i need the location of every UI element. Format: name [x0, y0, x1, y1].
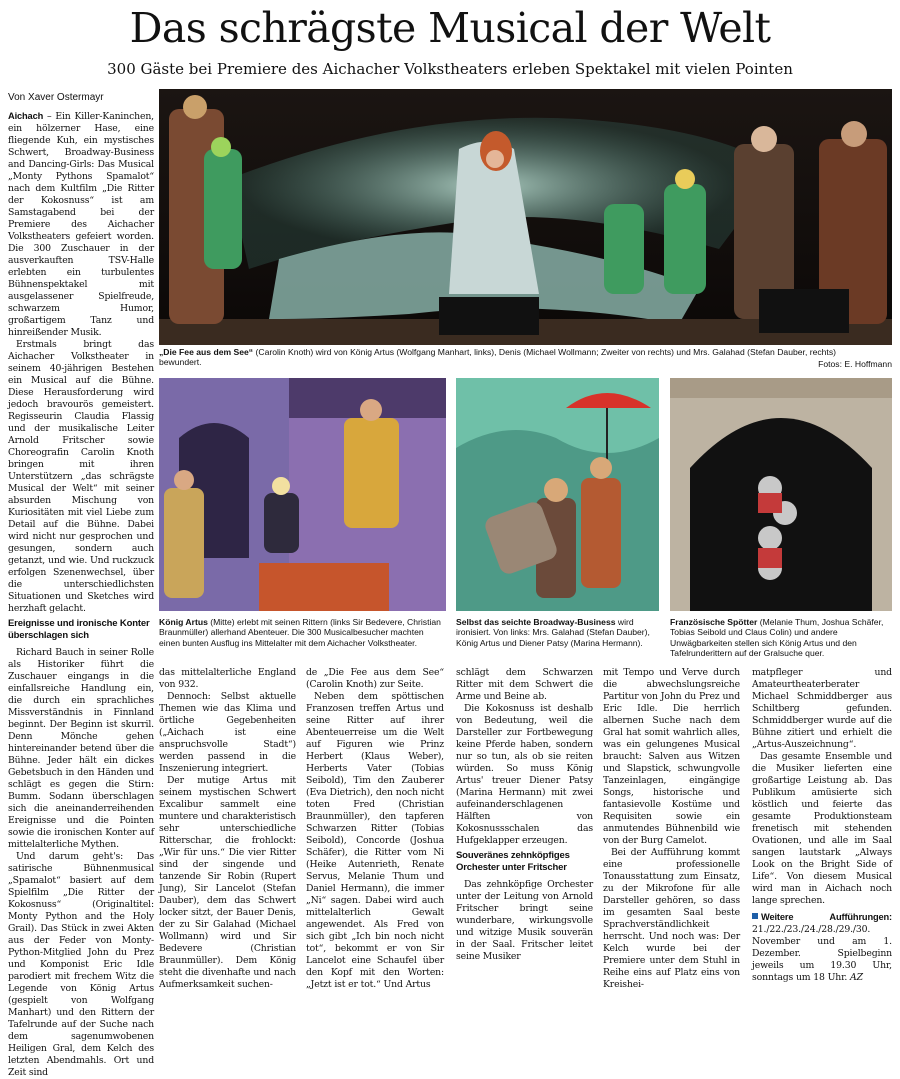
paragraph: matpfleger und Amateurtheaterberater Michael Schmiddberger aus Schiltberg gefunden. Schmiddberger wurde auf die Bühne zitiert und erhielt die „Artus-Auszeichnung“.	[752, 667, 892, 750]
paragraph: Der mutige Artus mit seinem mystischen Schwert Excalibur sammelt eine muntere und charakteristisch sehr unterschiedliche Ritterschar, die frohlockt: „Wir für uns.“ Die vier Ritter sind der singende und tanzende Sir Robin (Rupert Jung), Sir Lancelot (Stefan Dauber), dem das Schwert locker sitzt, der Bauer Denis, der zu Sir Galahad (Michael Wollmann) wird und Sir Bedevere (Christian Braunmüller). Dem König steht die divenhafte und nach Aufmerksamkeit suchen-	[159, 775, 296, 990]
paragraph: Bei der Aufführung kommt eine professionelle Tonausstattung zum Einsatz, zu der Mikrofone für alle Darsteller gehören, so dass im gesamten Saal beste Sprachverständlichkeit herrscht. Und noch was: Der Kelch wurde bei der Premiere unter dem Stuhl in Reihe eins auf Platz eins von Kreishei-	[603, 847, 740, 990]
caption-title: Französische Spötter	[670, 617, 758, 627]
paragraph: Neben dem spöttischen Franzosen treffen Artus und seine Ritter auf ihrer Abenteuerreise um die Welt auf Figuren wie Prinz Herbert (Klaus Weber), Herberts Vater (Tobias Seibold), Tim den Zauberer (Eva Dietrich), den noch nicht toten Fred (Christian Braunmüller), den tapferen Schwarzen Ritter (Tobias Seibold), Concorde (Joshua Schäfer), die Ritter vom Ni (Heike Autenrieth, Renate Servus, Melanie Thum und Daniel Hermann), die immer „Ni“ sagen. Dabei wird auch mittelalterlich Gewalt angewendet. Als Fred von sich gibt „Ich bin noch nicht tot“, bekommt er von Sir Lancelot eine Schaufel über den Kopf mit den Worten: „Jetzt ist er tot.“ Und Artus	[306, 691, 444, 990]
paragraph: Richard Bauch in seiner Rolle als Historiker führt die Zuschauer eingangs in die einfallsreiche Handlung ein, die durch ein sprachliches Missverständnis in Finnland beginnt. Der Beginn ist skurril. Denn Mönche gehen hintereinander betend über die Bühne. Jeder hält ein dickes Gebetsbuch in den Händen und schlägt es gegen die Stirn: Bumm. Sodann überschlagen sich die aneinanderreihenden Ereignisse und die Pointen sowie die ironischen Konter auf mittelalterliche Mythen.	[8, 647, 154, 850]
article-column-4	[456, 667, 593, 962]
performance-dates-box	[752, 911, 892, 984]
king-arthur-caption	[159, 617, 446, 648]
paragraph: das mittelalterliche England von 932.	[159, 667, 296, 690]
author-tag: AZ	[850, 972, 863, 983]
info-text: 21./22./23./24./28./29./30. November und am 1. Dezember. Spielbeginn jeweils um 19.30 Uhr, sonntags um 18 Uhr. AZ	[752, 924, 892, 983]
headline: Das schrägste Musical der Welt	[129, 4, 771, 52]
paragraph: mit Tempo und Verve durch die abwechslungsreiche Partitur von John du Prez und Eric Idle. Die herrlich albernen Suche nach dem Gral hat somit wahrlich alles, was ein gelungenes Musical braucht: Salven aus Witzen und Slapstick, schwungvolle Tanzeinlagen, eingängige Songs, historische und fantasievolle Kostüme und Requisiten sowie ein anmutendes Bühnenbild wie von der Burg Camelot.	[603, 667, 740, 846]
caption-text: (Melanie Thum, Joshua Schäfer, Tobias Seibold und Claus Colin) und andere Unwägbarkeiten stellen sich König Artus und den Tafelrunderittern auf der Gralsuche quer.	[670, 617, 884, 659]
article-column-6	[752, 667, 892, 983]
main-stage-photo	[159, 89, 892, 345]
caption-title: „Die Fee aus dem See“	[159, 347, 254, 357]
broadway-business-scene-image	[456, 378, 659, 611]
dateline: Aichach	[8, 111, 44, 121]
broadway-business-photo	[456, 378, 659, 611]
caption-text: (Mitte) erlebt mit seinen Rittern (links Sir Bedevere, Christian Braunmüller) allerhand Abenteuer. Die 300 Musicalbesucher machten einen bunten Ausflug ins Mittelalter mit dem Aichacher Volkstheater.	[159, 617, 441, 648]
king-arthur-castle-scene-image	[159, 378, 446, 611]
paragraph: Das zehnköpfige Orchester unter der Leitung von Arnold Fritscher bringt seine wunderbare, wirkungsvolle und witzige Musik souverän in der Saal. Fritscher leitet seine Musiker	[456, 879, 593, 962]
french-mockers-photo	[670, 378, 892, 611]
byline: Von Xaver Ostermayr	[8, 92, 104, 103]
info-label: Weitere	[761, 912, 794, 922]
paragraph: Und darum geht's: Das satirische Bühnenmusical „Spamalot“ basiert auf dem Spielfilm „Die Ritter der Kokosnuss“ (Originaltitel: Monty Python and the Holy Grail). Das Stück in zwei Akten aus der Feder von Monty-Python-Mitglied John du Prez und Komponist Eric Idle parodiert mit frechem Witz die Legende von König Artus (gespielt von Wolfgang Manhart) und den Rittern der Tafelrunde auf der Suche nach dem sagenumwobenen Heiligen Gral, dem Kelch des letzten Abendmahls. Ort und Zeit sind	[8, 851, 154, 1078]
section-subhead: Souveränes zehnköpfiges Orchester unter Fritscher	[456, 850, 570, 873]
section-subhead: Ereignisse und ironische Konter überschlagen sich	[8, 618, 150, 641]
paragraph: Dennoch: Selbst aktuelle Themen wie das Klima und örtliche Gegebenheiten („Aichach ist eine anspruchsvolle Stadt“) werden passend in die Inszenierung integriert.	[159, 691, 296, 774]
french-mockers-caption	[670, 617, 892, 659]
info-label-2: Aufführungen:	[829, 912, 892, 922]
main-photo-caption	[159, 347, 839, 368]
broadway-business-caption	[456, 617, 661, 648]
paragraph: schlägt dem Schwarzen Ritter mit dem Schwert die Arme und Beine ab.	[456, 667, 593, 702]
caption-text: (Carolin Knoth) wird von König Artus (Wolfgang Manhart, links), Denis (Michael Wollmann; Zweiter von rechts) und Mrs. Galahad (Stefan Dauber, rechts) bewundert.	[159, 347, 836, 368]
paragraph: Die Kokosnuss ist deshalb von Bedeutung, weil die Darsteller zur Fortbewegung keine Pferde haben, sondern nur so tun, als ob sie reiten würden. So muss König Artus' treuer Diener Patsy (Marina Hermann) mit zwei aufeinanderschlagenen Hälften von Kokosnussschalen das Hufgeklapper erzeugen.	[456, 703, 593, 846]
info-square-icon	[752, 913, 758, 919]
article-column-5	[603, 667, 740, 990]
photo-credit: Fotos: E. Hoffmann	[818, 359, 892, 369]
subheadline: 300 Gäste bei Premiere des Aichacher Volkstheaters erleben Spektakel mit vielen Pointen	[107, 60, 793, 78]
caption-title: Selbst das seichte Broadway-Business	[456, 617, 616, 627]
article-column-3	[306, 667, 444, 990]
paragraph: de „Die Fee aus dem See“ (Carolin Knoth) zur Seite.	[306, 667, 444, 690]
fairy-of-the-lake-scene-image	[159, 89, 892, 345]
paragraph: Erstmals bringt das Aichacher Volkstheater in seinem 40-jährigen Bestehen ein Musical auf die Bühne. Diese Herausforderung wird jedoch bravourös gemeistert. Regisseurin Claudia Flassig und der musikalische Leiter Arnold Fritscher sowie Choreografin Carolin Knoth bringen mit ihren Unterstützern „das schrägste Musical der Welt“ mit seiner absurden Mischung von Kuriositäten mit viel Liebe zum Detail auf die Bühne. Dabei wird nicht nur gesprochen und gesungen, sondern auch getanzt, und wie. Und ruckzuck erfolgen Szenenwechsel, über die unterschiedlichsten Situationen und Sketches wird herzhaft gelacht.	[8, 339, 154, 614]
caption-text: wird ironisiert. Von links: Mrs. Galahad (Stefan Dauber), König Artus und Diener Patsy (Marina Hermann).	[456, 617, 650, 648]
article-column-2	[159, 667, 296, 990]
paragraph: – Ein Killer-Kaninchen, ein hölzerner Hase, eine fliegende Kuh, ein mystisches Schwert, Broadway-Business and Dancing-Girls: Das Musical „Monty Pythons Spamalot“ nach dem Kultfilm „Die Ritter der Kokosnuss“ ist am Samstagabend bei der Premiere des Aichacher Volkstheaters gefeiert worden. Die 300 Zuschauer in der ausverkauften TSV-Halle erlebten ein turbulentes Bühnenspektakel mit ausgelassener Spielfreude, schwarzem Humor, großartigem Tanz und hinreißender Musik.	[8, 111, 154, 338]
paragraph: Das gesamte Ensemble und die Musiker lieferten eine großartige Leistung ab. Das Publikum amüsierte sich köstlich und feierte das gesamte Produktionsteam frenetisch mit stehenden Ovationen, und alle im Saal sangen lautstark „Always Look on the Bright Side of Life“. Von diesem Musical wird man in Aichach noch lange sprechen.	[752, 751, 892, 906]
king-arthur-photo	[159, 378, 446, 611]
article-column-1	[8, 110, 154, 1078]
french-mockers-castle-image	[670, 378, 892, 611]
caption-title: König Artus	[159, 617, 208, 627]
